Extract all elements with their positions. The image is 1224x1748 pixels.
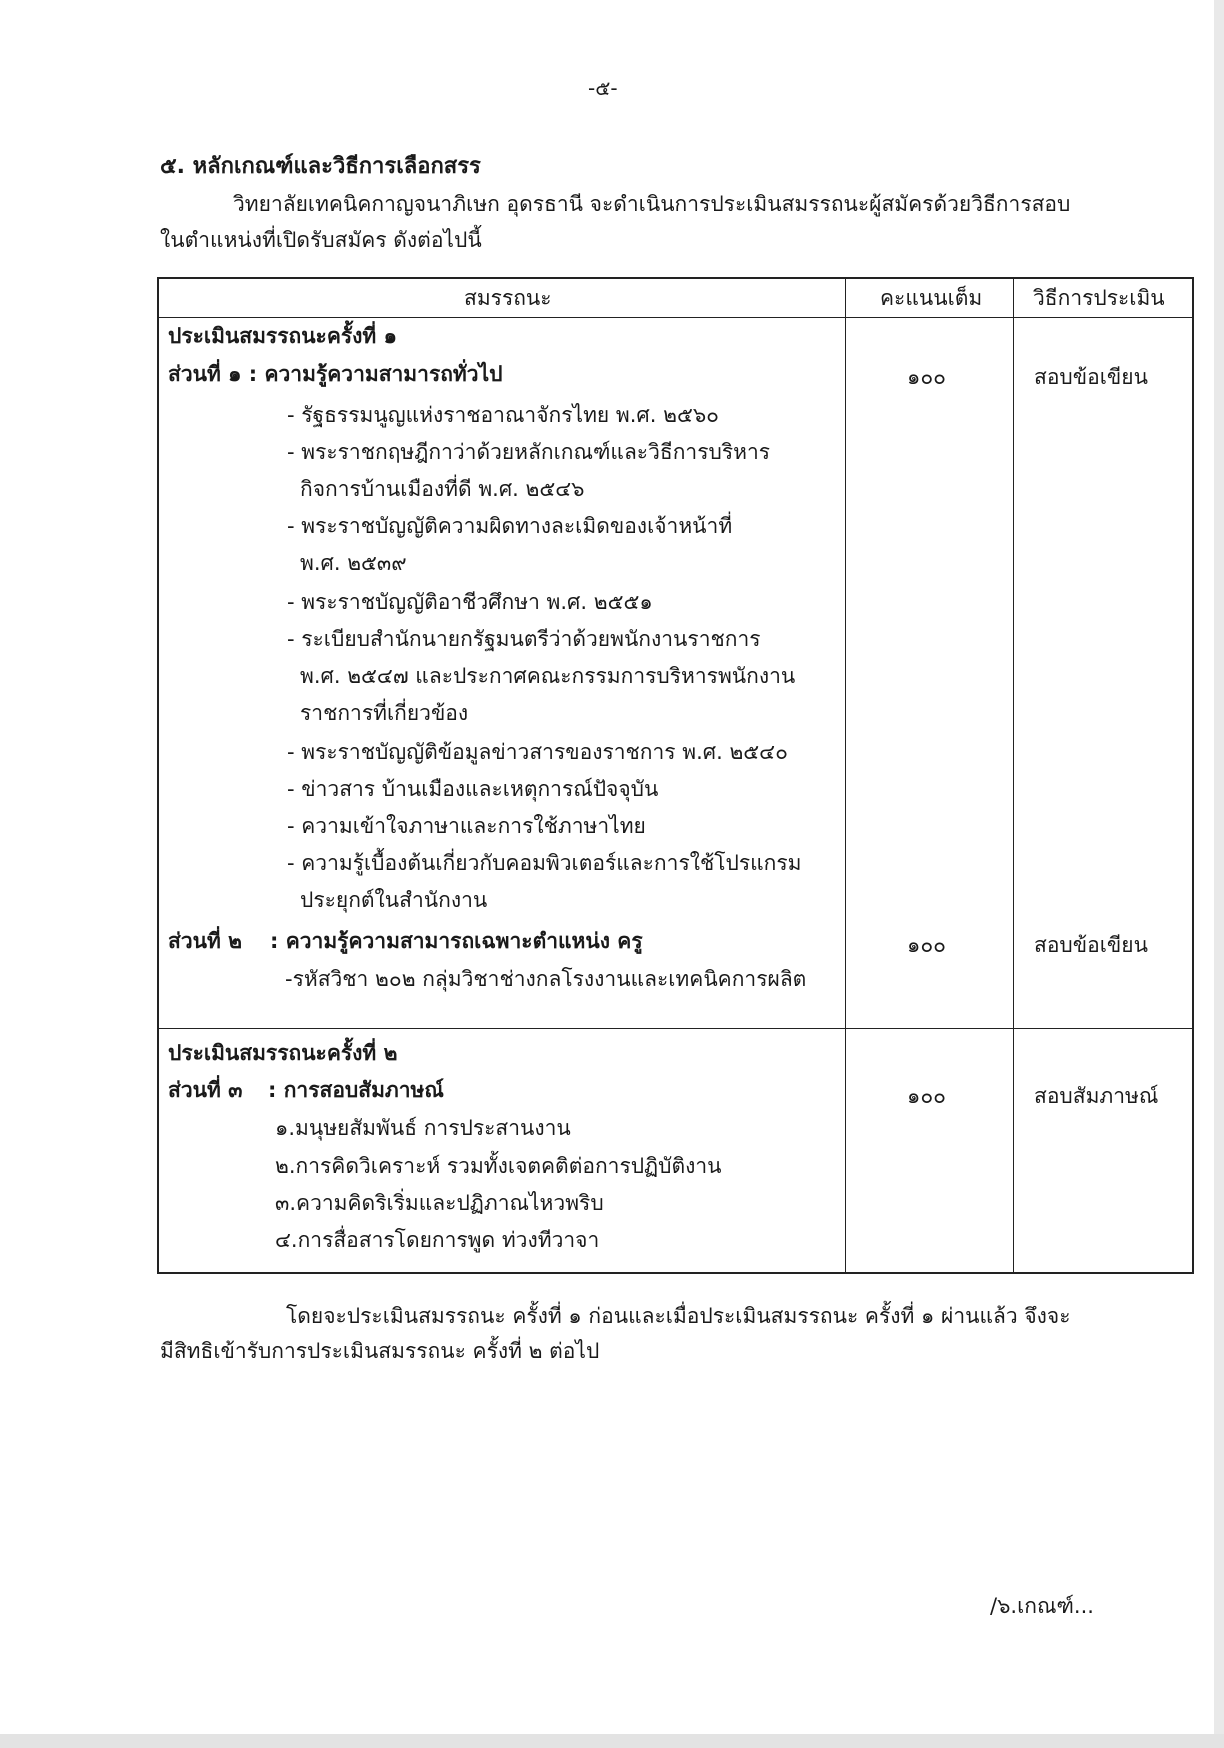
header-full-score: คะแนนเต็ม (880, 286, 983, 310)
scan-edge-right (1214, 0, 1224, 1748)
page-number: -๕- (588, 76, 618, 100)
header-competency: สมรรถนะ (464, 286, 552, 310)
part1-label: ส่วนที่ ๑ : ความรู้ความสามารถทั่วไป (168, 362, 503, 386)
part3-item: ๑.มนุษยสัมพันธ์ การประสานงาน (275, 1116, 571, 1140)
part1-item: - พระราชบัญญัติอาชีวศึกษา พ.ศ. ๒๕๕๑ (287, 590, 653, 614)
part2-score: ๑๐๐ (907, 933, 946, 957)
part3-item: ๒.การคิดวิเคราะห์ รวมทั้งเจตคติต่อการปฏิบัติงาน (275, 1154, 722, 1178)
part1-item-continued: ประยุกต์ในสำนักงาน (300, 888, 488, 912)
part1-item-continued: พ.ศ. ๒๕๓๙ (300, 551, 407, 575)
part1-item-continued: กิจการบ้านเมืองที่ดี พ.ศ. ๒๕๔๖ (300, 477, 585, 501)
part2-label-prefix: ส่วนที่ ๒ (168, 929, 242, 953)
round1-title: ประเมินสมรรถนะครั้งที่ ๑ (168, 324, 397, 348)
part2-method: สอบข้อเขียน (1034, 933, 1148, 957)
closing-line-2: มีสิทธิเข้ารับการประเมินสมรรถนะ ครั้งที่ ๒ ต่อไป (160, 1339, 600, 1363)
header-method: วิธีการประเมิน (1033, 286, 1165, 310)
section-heading: ๕. หลักเกณฑ์และวิธีการเลือกสรร (160, 154, 481, 179)
part1-item: - ข่าวสาร บ้านเมืองและเหตุการณ์ปัจจุบัน (287, 777, 659, 801)
intro-line-1: วิทยาลัยเทคนิคกาญจนาภิเษก อุดรธานี จะดำเนินการประเมินสมรรถนะผู้สมัครด้วยวิธีการสอบ (233, 192, 1071, 216)
part3-item: ๓.ความคิดริเริ่มและปฏิภาณไหวพริบ (275, 1191, 604, 1215)
part1-item: - พระราชบัญญัติข้อมูลข่าวสารของราชการ พ.ศ. ๒๕๔๐ (287, 740, 788, 764)
part1-item: - รัฐธรรมนูญแห่งราชอาณาจักรไทย พ.ศ. ๒๕๖๐ (287, 403, 719, 427)
part1-item: - ความเข้าใจภาษาและการใช้ภาษาไทย (287, 814, 646, 838)
part3-item: ๔.การสื่อสารโดยการพูด ท่วงทีวาจา (275, 1228, 600, 1252)
part3-method: สอบสัมภาษณ์ (1034, 1084, 1159, 1108)
scan-edge-bottom (0, 1734, 1224, 1748)
part3-score: ๑๐๐ (907, 1084, 946, 1108)
part2-label: : ความรู้ความสามารถเฉพาะตำแหน่ง ครู (270, 929, 643, 953)
continuation-marker: /๖.เกณฑ์... (990, 1594, 1094, 1618)
part1-item: - ระเบียบสำนักนายกรัฐมนตรีว่าด้วยพนักงานราชการ (287, 627, 761, 651)
part3-label: : การสอบสัมภาษณ์ (268, 1078, 444, 1102)
round2-title: ประเมินสมรรถนะครั้งที่ ๒ (168, 1041, 398, 1065)
part1-score: ๑๐๐ (907, 365, 946, 389)
closing-line-1: โดยจะประเมินสมรรถนะ ครั้งที่ ๑ ก่อนและเมื่อประเมินสมรรถนะ ครั้งที่ ๑ ผ่านแล้ว จึงจะ (286, 1304, 1071, 1328)
part1-item: - ความรู้เบื้องต้นเกี่ยวกับคอมพิวเตอร์และการใช้โปรแกรม (287, 851, 802, 875)
part3-label-prefix: ส่วนที่ ๓ (168, 1078, 243, 1102)
part2-item: -รหัสวิชา ๒๐๒ กลุ่มวิชาช่างกลโรงงานและเทคนิคการผลิต (285, 967, 807, 991)
part1-item: - พระราชกฤษฎีกาว่าด้วยหลักเกณฑ์และวิธีการบริหาร (287, 440, 771, 464)
part1-item-continued: พ.ศ. ๒๕๔๗ และประกาศคณะกรรมการบริหารพนักงาน (300, 664, 796, 688)
intro-line-2: ในตำแหน่งที่เปิดรับสมัคร ดังต่อไปนี้ (160, 228, 482, 252)
part1-item: - พระราชบัญญัติความผิดทางละเมิดของเจ้าหน้าที่ (287, 514, 733, 538)
part1-item-continued: ราชการที่เกี่ยวข้อง (300, 701, 469, 725)
part1-method: สอบข้อเขียน (1034, 365, 1148, 389)
